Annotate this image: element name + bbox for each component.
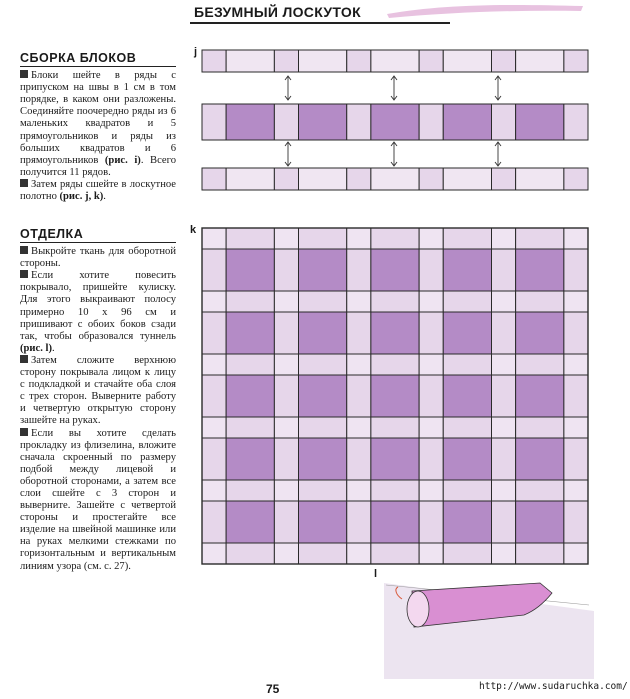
figure-j-row-diagram	[200, 50, 590, 192]
quilt-patch	[419, 50, 443, 72]
quilt-patch	[226, 168, 274, 190]
quilt-patch	[443, 438, 491, 480]
quilt-patch	[419, 438, 443, 480]
quilt-patch	[202, 438, 226, 480]
quilt-patch	[564, 104, 588, 140]
quilt-patch	[371, 438, 419, 480]
quilt-patch	[274, 104, 298, 140]
quilt-patch	[443, 168, 491, 190]
quilt-patch	[564, 168, 588, 190]
quilt-patch	[492, 501, 516, 543]
figure-l-sleeve-illustration	[384, 575, 594, 679]
quilt-patch	[516, 438, 564, 480]
quilt-patch	[371, 312, 419, 354]
quilt-patch	[443, 543, 491, 564]
quilt-patch	[347, 438, 371, 480]
quilt-patch	[299, 312, 347, 354]
quilt-patch	[371, 417, 419, 438]
quilt-patch	[516, 104, 564, 140]
source-credit: http://www.sudaruchka.com/	[479, 681, 628, 692]
quilt-patch	[202, 543, 226, 564]
quilt-patch	[347, 168, 371, 190]
section-heading-finishing: ОТДЕЛКА	[20, 227, 84, 241]
quilt-patch	[443, 104, 491, 140]
quilt-patch	[274, 168, 298, 190]
quilt-patch	[299, 375, 347, 417]
quilt-patch	[492, 50, 516, 72]
quilt-patch	[516, 354, 564, 375]
quilt-patch	[274, 291, 298, 312]
quilt-patch	[492, 249, 516, 291]
figure-label-j: j	[194, 46, 198, 58]
quilt-patch	[202, 249, 226, 291]
bullet-square-icon	[20, 179, 28, 187]
paragraph: Если вы хотите сделать прокладку из флизелина, вложите сначала скроенный по размеру подбой между лицевой и оборотной сторонами, а затем все слои сшейте с 3 сторон и выверните. Зашейте с четвертой стороны и простегайте все изделие на швейной машинке или на руках мелкими стежками по горизонтальным и вертикальным линиям узора (см. с. 27).	[20, 427, 176, 572]
quilt-patch	[419, 375, 443, 417]
quilt-patch	[202, 228, 226, 249]
header-brush-stroke	[385, 2, 585, 20]
quilt-patch	[492, 480, 516, 501]
quilt-patch	[516, 249, 564, 291]
quilt-patch	[443, 291, 491, 312]
quilt-patch	[202, 50, 226, 72]
quilt-patch	[419, 312, 443, 354]
quilt-patch	[299, 417, 347, 438]
page-number: 75	[266, 682, 280, 696]
quilt-patch	[516, 168, 564, 190]
quilt-patch	[419, 501, 443, 543]
bullet-square-icon	[20, 428, 28, 436]
quilt-patch	[226, 480, 274, 501]
quilt-patch	[516, 291, 564, 312]
bullet-square-icon	[20, 270, 28, 278]
paragraph: Затем сложите верхнюю сторону покрывала лицом к лицу с подкладкой и стачайте оба слоя с трех сторон. Выверните работу и четвертую открытую сторону зашейте на руках.	[20, 354, 176, 427]
quilt-patch	[274, 50, 298, 72]
quilt-patch	[299, 228, 347, 249]
quilt-patch	[299, 480, 347, 501]
quilt-patch	[347, 375, 371, 417]
quilt-patch	[202, 417, 226, 438]
quilt-patch	[274, 375, 298, 417]
quilt-patch	[516, 480, 564, 501]
quilt-patch	[564, 228, 588, 249]
bullet-square-icon	[20, 246, 28, 254]
quilt-patch	[443, 312, 491, 354]
quilt-patch	[299, 50, 347, 72]
quilt-patch	[419, 291, 443, 312]
quilt-patch	[299, 354, 347, 375]
quilt-patch	[274, 438, 298, 480]
quilt-patch	[371, 291, 419, 312]
quilt-patch	[419, 480, 443, 501]
quilt-patch	[371, 480, 419, 501]
quilt-patch	[226, 50, 274, 72]
figure-label-l: l	[374, 568, 378, 580]
section-rule	[20, 66, 176, 67]
header-rule	[190, 22, 450, 24]
quilt-patch	[299, 291, 347, 312]
quilt-patch	[347, 249, 371, 291]
quilt-patch	[299, 543, 347, 564]
quilt-patch	[564, 438, 588, 480]
quilt-patch	[274, 312, 298, 354]
quilt-patch	[202, 354, 226, 375]
quilt-patch	[226, 501, 274, 543]
page-title: БЕЗУМНЫЙ ЛОСКУТОК	[194, 4, 361, 20]
quilt-patch	[419, 104, 443, 140]
quilt-patch	[516, 417, 564, 438]
quilt-patch	[492, 543, 516, 564]
quilt-patch	[419, 168, 443, 190]
quilt-patch	[564, 249, 588, 291]
quilt-patch	[371, 104, 419, 140]
quilt-patch	[371, 543, 419, 564]
quilt-patch	[419, 417, 443, 438]
quilt-patch	[419, 543, 443, 564]
quilt-patch	[202, 312, 226, 354]
quilt-patch	[226, 104, 274, 140]
quilt-patch	[516, 543, 564, 564]
bullet-square-icon	[20, 70, 28, 78]
section-assembly	[20, 52, 176, 203]
quilt-patch	[371, 249, 419, 291]
quilt-patch	[202, 168, 226, 190]
paragraph: Если хотите повесить покрывало, пришейте кулиску. Для этого выкраивают полосу примерно 10 x 96 см и пришивают с обоих боков сзади так, чтобы образовался туннель (рис. l).	[20, 270, 176, 354]
quilt-patch	[371, 354, 419, 375]
quilt-patch	[419, 228, 443, 249]
quilt-patch	[564, 50, 588, 72]
quilt-patch	[371, 50, 419, 72]
quilt-patch	[564, 417, 588, 438]
quilt-patch	[371, 375, 419, 417]
quilt-patch	[419, 249, 443, 291]
paragraph: Затем ряды сшейте в лоскутное полотно (рис. j, k).	[20, 178, 176, 203]
quilt-patch	[226, 438, 274, 480]
quilt-patch	[564, 354, 588, 375]
quilt-patch	[226, 543, 274, 564]
quilt-patch	[274, 543, 298, 564]
quilt-patch	[299, 168, 347, 190]
quilt-patch	[492, 168, 516, 190]
section-heading-assembly: СБОРКА БЛОКОВ	[20, 51, 137, 65]
quilt-patch	[419, 354, 443, 375]
quilt-patch	[516, 312, 564, 354]
quilt-patch	[347, 50, 371, 72]
paragraph: Выкройте ткань для оборотной стороны.	[20, 246, 176, 270]
quilt-patch	[371, 228, 419, 249]
quilt-patch	[347, 291, 371, 312]
quilt-patch	[443, 50, 491, 72]
quilt-patch	[202, 501, 226, 543]
paragraph: Блоки шейте в ряды с припуском на швы в 1 см в том порядке, в каком они разложены. Соединяйте поочередно ряды из 6 маленьких квадратов и 5 прямоугольников и ряды из больших квадратов и 6 прямоугольников (рис. i). Всего получится 11 рядов.	[20, 70, 176, 178]
quilt-patch	[516, 228, 564, 249]
quilt-patch	[274, 249, 298, 291]
quilt-patch	[492, 354, 516, 375]
quilt-patch	[347, 228, 371, 249]
quilt-patch	[516, 501, 564, 543]
quilt-patch	[443, 480, 491, 501]
quilt-patch	[226, 354, 274, 375]
quilt-patch	[274, 501, 298, 543]
quilt-patch	[492, 104, 516, 140]
quilt-patch	[492, 417, 516, 438]
quilt-patch	[226, 312, 274, 354]
quilt-patch	[347, 354, 371, 375]
quilt-patch	[492, 291, 516, 312]
quilt-patch	[202, 104, 226, 140]
quilt-patch	[564, 291, 588, 312]
quilt-patch	[516, 375, 564, 417]
quilt-patch	[299, 501, 347, 543]
quilt-patch	[299, 249, 347, 291]
figure-label-k: k	[190, 224, 197, 236]
quilt-patch	[443, 501, 491, 543]
quilt-patch	[564, 480, 588, 501]
quilt-patch	[347, 104, 371, 140]
quilt-patch	[274, 228, 298, 249]
quilt-patch	[202, 291, 226, 312]
quilt-patch	[347, 501, 371, 543]
bullet-square-icon	[20, 355, 28, 363]
quilt-patch	[371, 168, 419, 190]
section-finishing	[20, 228, 176, 573]
quilt-patch	[274, 417, 298, 438]
quilt-patch	[492, 375, 516, 417]
quilt-patch	[443, 375, 491, 417]
quilt-patch	[347, 543, 371, 564]
figure-k-quilt-grid	[200, 226, 590, 566]
quilt-patch	[202, 480, 226, 501]
quilt-patch	[564, 543, 588, 564]
quilt-patch	[226, 375, 274, 417]
quilt-patch	[347, 417, 371, 438]
quilt-patch	[371, 501, 419, 543]
quilt-patch	[226, 417, 274, 438]
quilt-patch	[492, 438, 516, 480]
quilt-patch	[564, 375, 588, 417]
quilt-patch	[347, 480, 371, 501]
quilt-patch	[226, 291, 274, 312]
quilt-patch	[492, 312, 516, 354]
quilt-patch	[564, 501, 588, 543]
quilt-patch	[299, 438, 347, 480]
quilt-patch	[347, 312, 371, 354]
quilt-patch	[299, 104, 347, 140]
quilt-patch	[492, 228, 516, 249]
quilt-patch	[443, 228, 491, 249]
quilt-patch	[443, 417, 491, 438]
quilt-patch	[274, 480, 298, 501]
quilt-patch	[443, 354, 491, 375]
quilt-patch	[226, 249, 274, 291]
quilt-patch	[226, 228, 274, 249]
section-rule	[20, 242, 176, 243]
quilt-patch	[202, 375, 226, 417]
quilt-patch	[564, 312, 588, 354]
quilt-patch	[274, 354, 298, 375]
quilt-patch	[443, 249, 491, 291]
quilt-patch	[516, 50, 564, 72]
